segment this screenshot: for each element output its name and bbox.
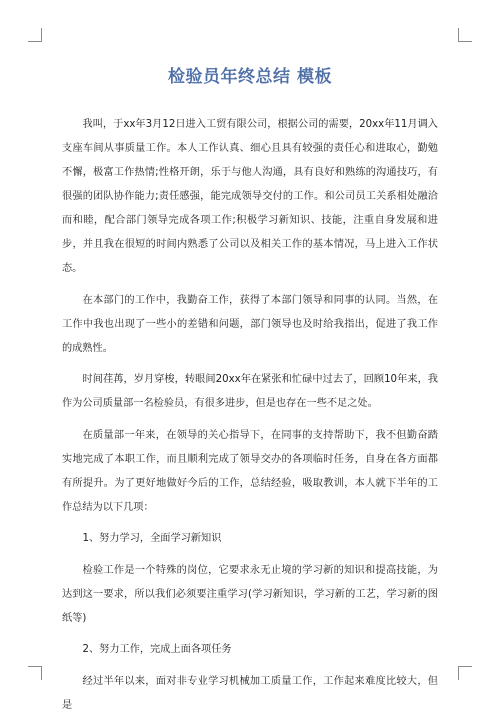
paragraph-intro: 我叫，于xx年3月12日进入工贸有限公司，根据公司的需要，20xx年11月调入支座车间从事质量工作。本人工作认真、细心且具有较强的责任心和进取心，勤勉不懈，极富工作热情;性格开朗，乐于与他人沟通，具有良好和熟练的沟通技巧，有很强的团队协作能力;责任感强，能完成领导交付的工作。和公司员工关系相处融洽而和睦，配合部门领导完成各项工作;积极学习新知识、技能，注重自身发展和进步，并且我在很短的时间内熟悉了公司以及相关工作的基本情况，马上进入工作状态。: [62, 119, 438, 274]
document-body: [62, 113, 438, 725]
document-title: 检验员年终总结 模板: [168, 67, 332, 87]
crop-mark-bottom-left-v: [41, 666, 42, 680]
paragraph-department-work: 在本部门的工作中，我勤奋工作，获得了本部门领导和同事的认同。当然，在工作中我也出现了一些小的差错和问题，部门领导也及时给我指出，促进了我工作的成熟性。: [62, 294, 438, 354]
crop-mark-top-left-v: [41, 28, 42, 42]
paragraph-section-2: 经过半年以来，面对非专业学习机械加工质量工作，工作起来难度比较大，但是: [62, 675, 438, 711]
crop-mark-bottom-right-h: [458, 666, 472, 667]
paragraph-section-1: 检验工作是一个特殊的岗位，它要求永无止境的学习新的知识和提高技能，为达到这一要求，所以我们必须要注重学习(学习新知识，学习新的工艺，学习新的图纸等): [62, 564, 438, 624]
crop-mark-top-right-h: [458, 41, 472, 42]
crop-mark-bottom-right-v: [458, 666, 459, 680]
paragraph-time-review: 时间荏苒，岁月穿梭，转眼间20xx年在紧张和忙碌中过去了，回顾10年来，我作为公司质量部一名检验员，有很多进步，但是也存在一些不足之处。: [62, 374, 438, 409]
crop-mark-top-right-v: [458, 28, 459, 42]
section-heading-2: 2、努力工作，完成上面各项任务: [82, 644, 232, 655]
paragraph-quality-year: 在质量部一年来，在领导的关心指导下，在同事的支持帮助下，我不但勤奋踏实地完成了本职工作，而且顺利完成了领导交办的各项临时任务，自身在各方面都有所提升。为了更好地做好今后的工作，总结经验，吸取教训，本人就下半年的工作总结为以下几项：: [62, 429, 438, 513]
section-heading-1: 1、努力学习，全面学习新知识: [82, 533, 222, 544]
crop-mark-bottom-left-h: [28, 666, 42, 667]
crop-mark-top-left-h: [28, 41, 42, 42]
